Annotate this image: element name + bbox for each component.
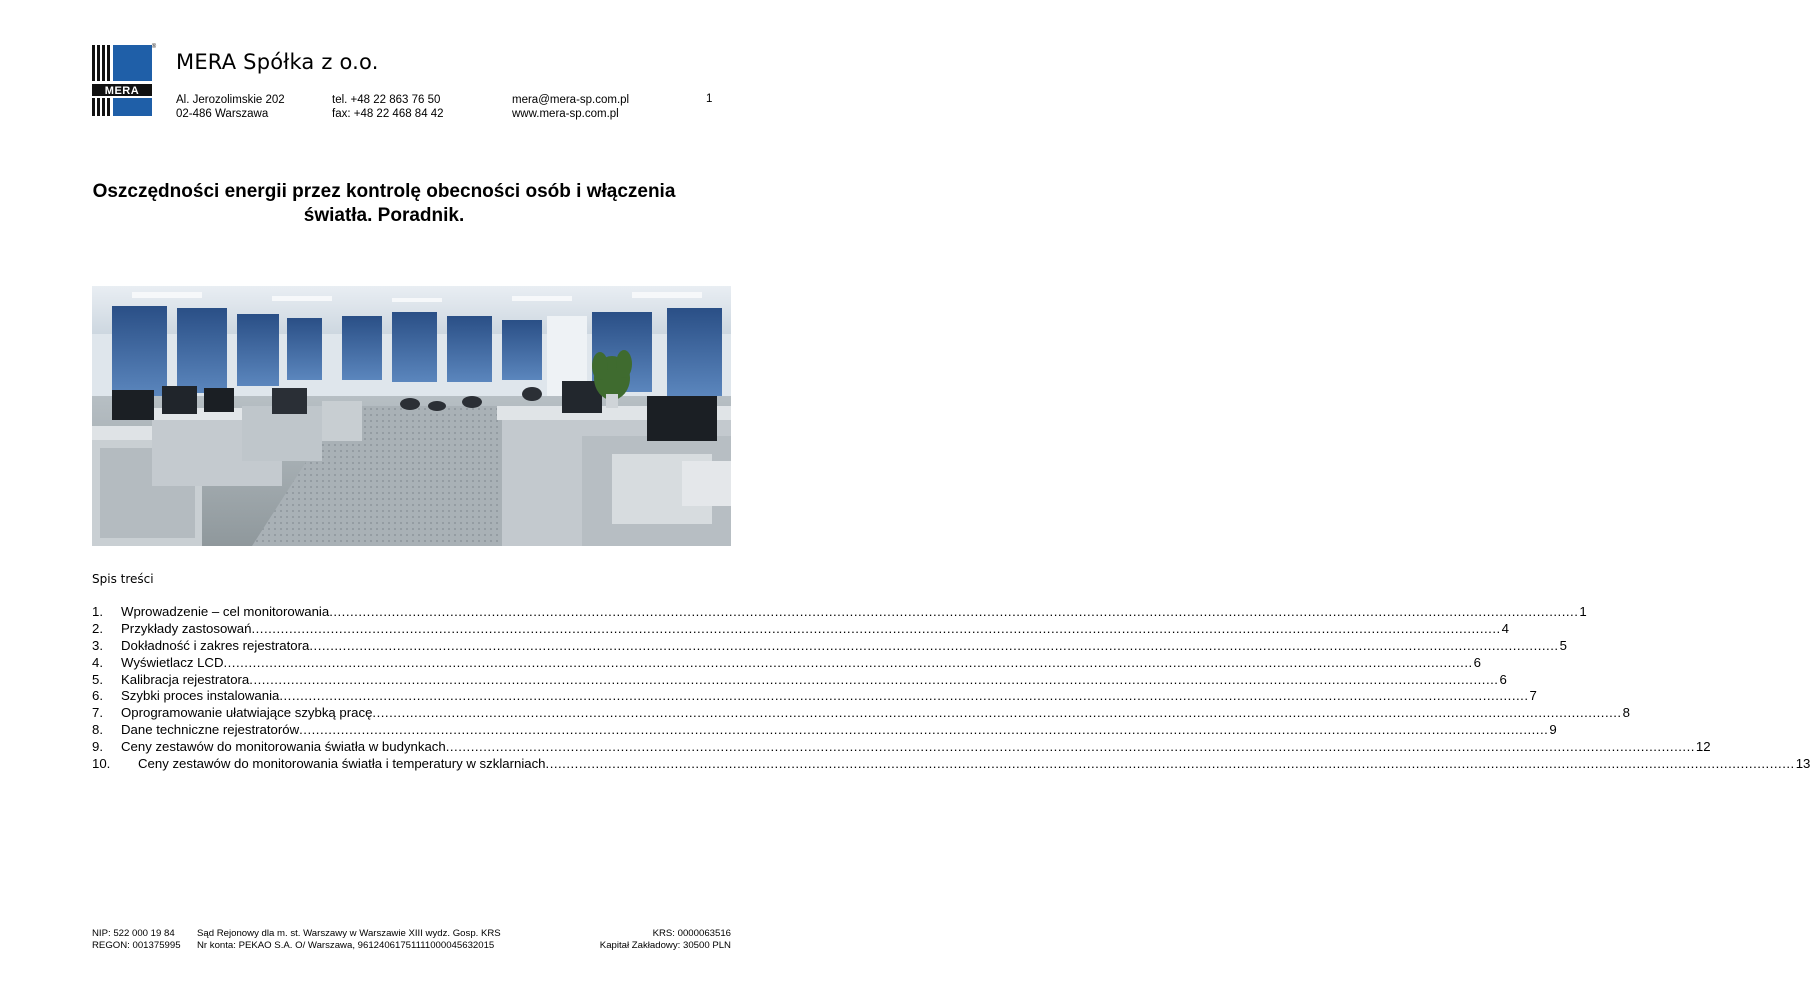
toc-item-number: 3. xyxy=(92,637,103,653)
address xyxy=(176,93,285,121)
toc-item-title: Dokładność i zakres rejestratora xyxy=(121,637,310,653)
toc-item[interactable] xyxy=(92,688,1537,705)
toc-leader: ............................................................................................................................................................................................................................................................................................................ xyxy=(279,688,1529,704)
toc-item-page: 6 xyxy=(1473,654,1481,670)
toc-item-number: 5. xyxy=(92,671,103,687)
toc-item-title: Ceny zestawów do monitorowania światła i temperatury w szklarniach xyxy=(138,756,546,772)
registered-mark: ® xyxy=(151,44,157,50)
toc-item-page: 13 xyxy=(1795,756,1810,772)
toc-item-number: 7. xyxy=(92,705,103,721)
toc-item-number: 9. xyxy=(92,739,103,755)
toc-item-number: 2. xyxy=(92,620,103,636)
toc-leader: ............................................................................................................................................................................................................................................................................................................ xyxy=(309,637,1559,653)
toc-item-number: 1. xyxy=(92,604,103,619)
toc-leader: ............................................................................................................................................................................................................................................................................................................ xyxy=(445,739,1695,755)
website-link[interactable]: www.mera-sp.com.pl xyxy=(512,108,619,120)
toc-leader: ............................................................................................................................................................................................................................................................................................................ xyxy=(545,756,1795,772)
footer-account: Nr konta: PEKAO S.A. O/ Warszawa, 96124061751111000045632015 xyxy=(197,940,495,951)
toc-item-page: 7 xyxy=(1529,688,1537,704)
toc-leader: ............................................................................................................................................................................................................................................................................................................ xyxy=(251,620,1501,636)
toc-item-page: 6 xyxy=(1499,671,1507,687)
toc-item-page: 9 xyxy=(1549,722,1557,738)
fax: fax: +48 22 468 84 42 xyxy=(332,108,444,120)
toc-item-title: Przykłady zastosowań xyxy=(121,620,252,636)
toc-item-page: 12 xyxy=(1695,739,1711,755)
toc-item-title: Szybki proces instalowania xyxy=(121,688,280,704)
phone-fax xyxy=(332,93,444,121)
title-line1: Oszczędności energii przez kontrolę obecności osób i włączenia xyxy=(92,181,676,202)
footer-capital: Kapitał Zakładowy: 30500 PLN xyxy=(599,940,731,951)
toc-item-page: 8 xyxy=(1622,705,1630,721)
toc-item[interactable] xyxy=(92,756,1810,773)
toc-item-title: Wprowadzenie – cel monitorowania xyxy=(121,604,330,619)
toc-leader: ............................................................................................................................................................................................................................................................................................................ xyxy=(372,705,1622,721)
company-name: MERA Spółka z o.o. xyxy=(176,50,379,74)
toc-item-title: Kalibracja rejestratora xyxy=(121,671,250,687)
toc-item-number: 8. xyxy=(92,722,103,738)
toc-item[interactable] xyxy=(92,637,1567,655)
table-of-contents xyxy=(92,604,1810,773)
office-photo xyxy=(92,286,731,546)
toc-item-number: 10. xyxy=(92,756,111,772)
title-line2: światła. Poradnik. xyxy=(303,205,465,226)
toc-item-title: Oprogramowanie ułatwiające szybką pracę xyxy=(121,705,373,721)
address-line2: 02-486 Warszawa xyxy=(176,108,269,120)
toc-item[interactable] xyxy=(92,722,1557,739)
email-link[interactable]: mera@mera-sp.com.pl xyxy=(512,94,630,106)
address-line1: Al. Jerozolimskie 202 xyxy=(176,94,285,106)
page-number: 1 xyxy=(706,93,713,105)
toc-leader: ............................................................................................................................................................................................................................................................................................................ xyxy=(249,671,1499,687)
toc-item[interactable] xyxy=(92,604,1587,621)
footer-regon: REGON: 001375995 xyxy=(92,940,181,951)
toc-leader: ............................................................................................................................................................................................................................................................................................................ xyxy=(299,722,1549,738)
phone: tel. +48 22 863 76 50 xyxy=(332,94,441,106)
toc-item[interactable] xyxy=(92,620,1509,638)
toc-item-page: 4 xyxy=(1501,620,1509,636)
document-title xyxy=(84,180,684,228)
toc-item[interactable] xyxy=(92,705,1630,722)
toc-item-title: Wyświetlacz LCD xyxy=(121,654,224,670)
toc-item-title: Dane techniczne rejestratorów xyxy=(121,722,300,738)
toc-item-page: 1 xyxy=(1579,604,1587,619)
toc-leader: ............................................................................................................................................................................................................................................................................................................ xyxy=(329,604,1579,619)
toc-item-title: Ceny zestawów do monitorowania światła w budynkach xyxy=(121,739,446,755)
footer-registration xyxy=(197,928,501,952)
toc-item[interactable] xyxy=(92,739,1711,756)
toc-item[interactable] xyxy=(92,671,1507,689)
contact xyxy=(512,93,629,121)
mera-logo xyxy=(92,42,156,118)
toc-item[interactable] xyxy=(92,654,1481,672)
footer-nip: NIP: 522 000 19 84 xyxy=(92,928,175,939)
toc-item-number: 4. xyxy=(92,654,103,670)
toc-heading: Spis treści xyxy=(92,572,154,586)
footer-tax-ids xyxy=(92,928,181,952)
logo-text: MERA xyxy=(104,85,140,97)
footer-court: Sąd Rejonowy dla m. st. Warszawy w Warszawie XIII wydz. Gosp. KRS xyxy=(197,928,501,939)
toc-item-number: 6. xyxy=(92,688,103,704)
footer-krs: KRS: 0000063516 xyxy=(652,928,731,939)
toc-item-page: 5 xyxy=(1559,637,1567,653)
footer-company-info xyxy=(560,928,731,952)
toc-leader: ............................................................................................................................................................................................................................................................................................................ xyxy=(223,654,1473,670)
